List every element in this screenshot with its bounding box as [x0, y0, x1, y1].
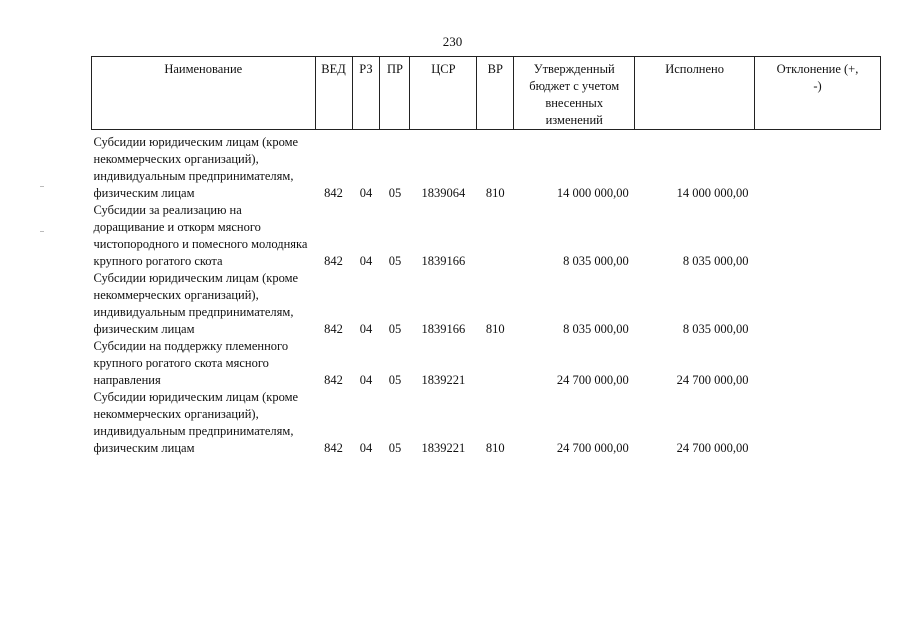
row-approved: 24 700 000,00	[556, 373, 629, 387]
header-pr: ПР	[380, 57, 410, 130]
header-rz: РЗ	[352, 57, 380, 130]
row-approved: 8 035 000,00	[563, 254, 629, 268]
row-executed: 24 700 000,00	[676, 441, 749, 455]
table-row	[92, 338, 881, 389]
row-approved: 24 700 000,00	[556, 441, 629, 455]
header-approved: Утвержденный бюджет с учетом внесенных изменений	[514, 57, 635, 130]
row-ved: 842	[324, 186, 343, 200]
row-pr: 05	[388, 373, 402, 387]
row-vr	[477, 202, 514, 270]
table-row	[92, 389, 881, 457]
row-name: Субсидии юридическим лицам (кроме некоммерческих организаций), индивидуальным предпринимателям, физическим лицам	[93, 271, 299, 336]
row-name: Субсидии юридическим лицам (кроме некоммерческих организаций), индивидуальным предпринимателям, физическим лицам	[93, 390, 299, 455]
row-name: Субсидии за реализацию на доращивание и откорм мясного чистопородного и помесного молодняка крупного рогатого скота	[93, 203, 308, 268]
row-approved: 14 000 000,00	[556, 186, 629, 200]
row-vr: 810	[485, 441, 505, 455]
row-deviation	[755, 270, 881, 338]
row-csr: 1839166	[421, 322, 466, 336]
row-csr: 1839166	[421, 254, 466, 268]
header-vr: ВР	[477, 57, 514, 130]
row-executed: 8 035 000,00	[682, 254, 749, 268]
row-executed: 8 035 000,00	[682, 322, 749, 336]
row-name: Субсидии юридическим лицам (кроме некоммерческих организаций), индивидуальным предпринимателям, физическим лицам	[93, 135, 299, 200]
row-rz: 04	[359, 254, 373, 268]
row-executed: 24 700 000,00	[676, 373, 749, 387]
row-rz: 04	[359, 186, 373, 200]
row-rz: 04	[359, 322, 373, 336]
row-ved: 842	[324, 373, 343, 387]
row-csr: 1839221	[421, 373, 466, 387]
budget-table	[91, 56, 881, 457]
header-name: Наименование	[92, 57, 316, 130]
row-approved: 8 035 000,00	[563, 322, 629, 336]
row-deviation	[755, 202, 881, 270]
row-pr: 05	[388, 186, 402, 200]
header-deviation: Отклонение (+, -)	[755, 57, 881, 130]
row-vr	[477, 338, 514, 389]
row-ved: 842	[324, 254, 343, 268]
table-row	[92, 202, 881, 270]
row-pr: 05	[388, 322, 402, 336]
row-name: Субсидии на поддержку племенного крупного рогатого скота мясного направления	[93, 339, 289, 387]
row-ved: 842	[324, 441, 343, 455]
row-ved: 842	[324, 322, 343, 336]
row-pr: 05	[388, 441, 402, 455]
header-ved: ВЕД	[315, 57, 352, 130]
row-vr: 810	[485, 186, 505, 200]
row-csr: 1839064	[421, 186, 466, 200]
row-rz: 04	[359, 373, 373, 387]
row-rz: 04	[359, 441, 373, 455]
row-deviation	[755, 338, 881, 389]
row-deviation	[755, 389, 881, 457]
margin-mark	[40, 231, 44, 232]
header-csr: ЦСР	[410, 57, 477, 130]
page-number: 230	[442, 34, 463, 49]
row-vr: 810	[485, 322, 505, 336]
header-executed: Исполнено	[635, 57, 755, 130]
row-executed: 14 000 000,00	[676, 186, 749, 200]
table-row	[92, 270, 881, 338]
margin-mark	[40, 186, 44, 187]
table-row	[92, 130, 881, 203]
row-csr: 1839221	[421, 441, 466, 455]
row-pr: 05	[388, 254, 402, 268]
table-header-row	[92, 57, 881, 130]
row-deviation	[755, 130, 881, 203]
